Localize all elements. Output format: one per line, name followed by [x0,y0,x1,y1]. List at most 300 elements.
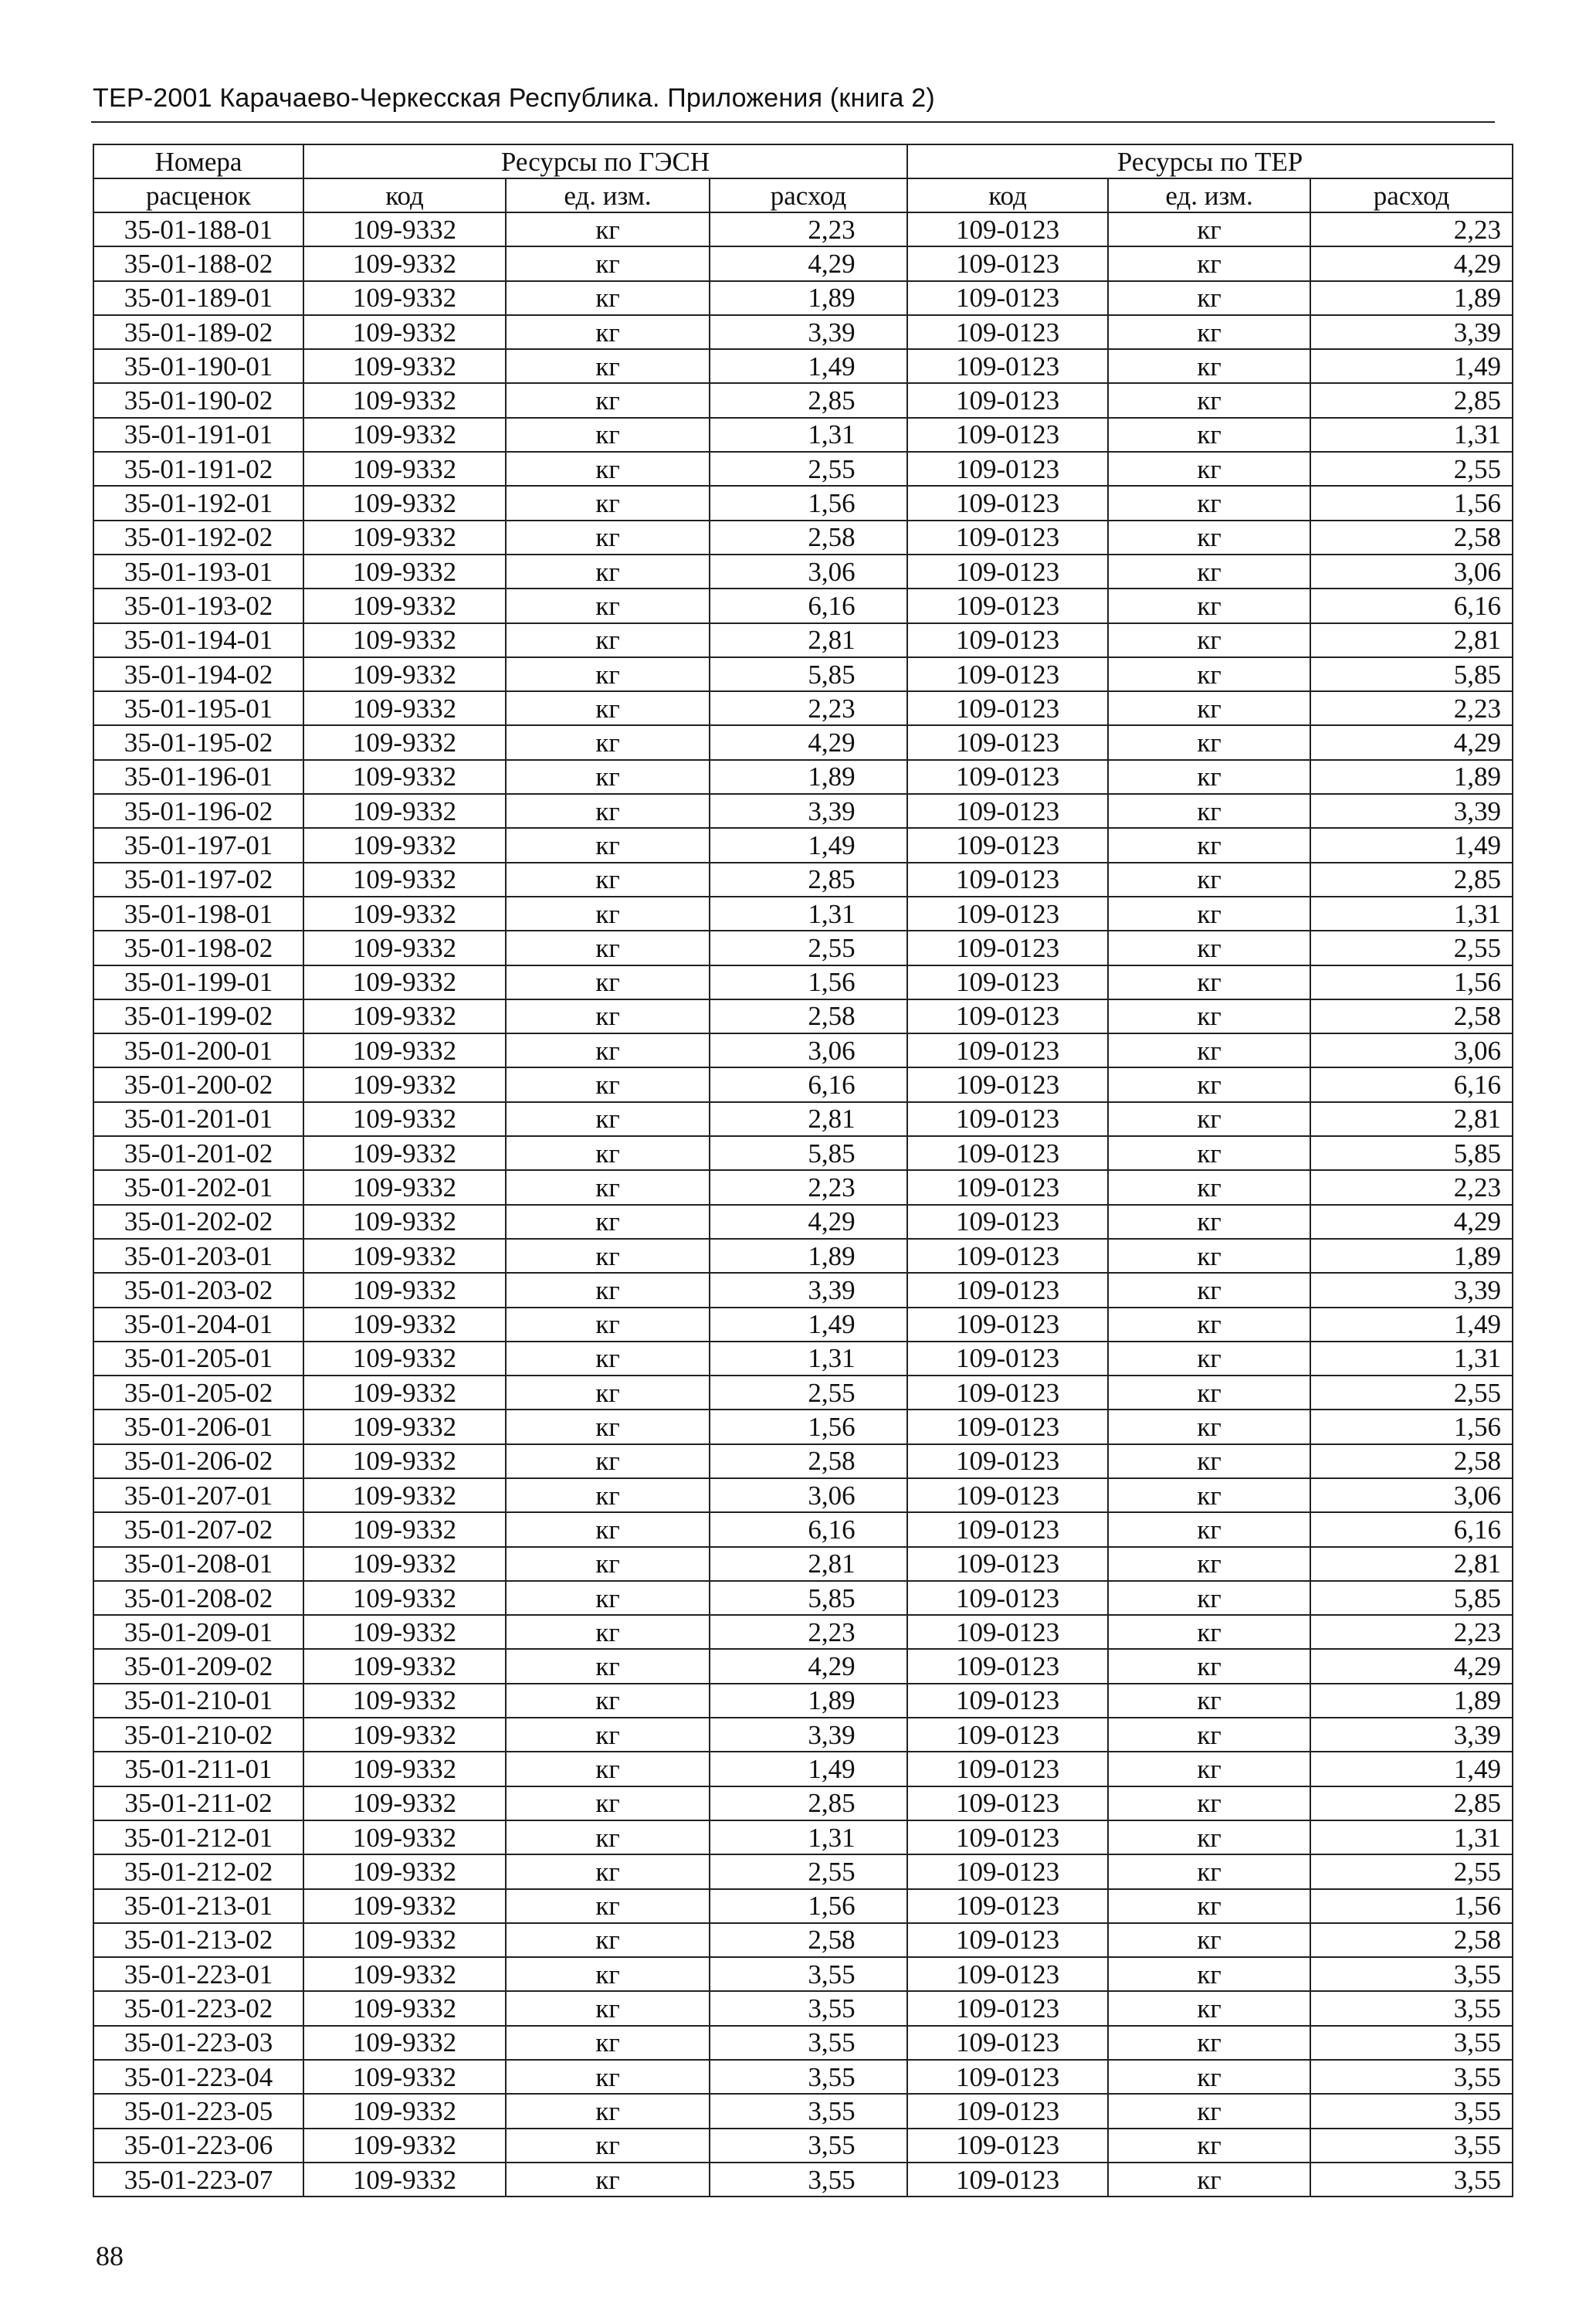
cell-gesn-unit: кг [506,1239,710,1273]
cell-ter-unit: кг [1108,657,1310,691]
cell-rate-number: 35-01-201-02 [93,1136,303,1170]
cell-ter-code: 109-0123 [907,1205,1108,1239]
table-row [93,965,1513,999]
cell-gesn-amount: 6,16 [710,589,907,623]
cell-rate-number: 35-01-223-07 [93,2163,303,2197]
cell-ter-code: 109-0123 [907,589,1108,623]
cell-rate-number: 35-01-210-02 [93,1718,303,1752]
cell-rate-number: 35-01-189-01 [93,281,303,315]
table-row [93,1581,1513,1615]
cell-ter-amount: 6,16 [1310,1067,1513,1101]
cell-gesn-amount: 2,55 [710,931,907,965]
cell-gesn-unit: кг [506,1342,710,1376]
cell-ter-unit: кг [1108,1170,1310,1204]
cell-gesn-code: 109-9332 [303,521,506,555]
cell-gesn-code: 109-9332 [303,1581,506,1615]
cell-ter-amount: 1,49 [1310,828,1513,862]
cell-gesn-code: 109-9332 [303,2129,506,2163]
table-row [93,1512,1513,1546]
cell-gesn-amount: 1,49 [710,349,907,383]
cell-ter-code: 109-0123 [907,657,1108,691]
cell-ter-code: 109-0123 [907,1376,1108,1410]
cell-rate-number: 35-01-188-02 [93,246,303,280]
table-row [93,589,1513,623]
cell-gesn-unit: кг [506,349,710,383]
cell-rate-number: 35-01-196-02 [93,794,303,828]
cell-gesn-amount: 2,58 [710,1444,907,1478]
cell-gesn-amount: 1,89 [710,1239,907,1273]
cell-gesn-unit: кг [506,1718,710,1752]
table-row [93,281,1513,315]
cell-ter-code: 109-0123 [907,1615,1108,1649]
table-row [93,828,1513,862]
cell-gesn-amount: 2,58 [710,1923,907,1957]
cell-gesn-code: 109-9332 [303,1991,506,2025]
cell-ter-amount: 1,56 [1310,486,1513,520]
cell-rate-number: 35-01-203-02 [93,1273,303,1307]
cell-gesn-amount: 2,81 [710,1547,907,1581]
table-body [93,212,1513,2197]
table-row [93,555,1513,589]
cell-ter-unit: кг [1108,349,1310,383]
cell-ter-amount: 2,58 [1310,1923,1513,1957]
cell-gesn-unit: кг [506,2026,710,2060]
table-row [93,1923,1513,1957]
cell-gesn-unit: кг [506,691,710,725]
cell-gesn-code: 109-9332 [303,1067,506,1101]
cell-rate-number: 35-01-210-01 [93,1684,303,1718]
cell-gesn-amount: 1,56 [710,1410,907,1443]
cell-ter-code: 109-0123 [907,521,1108,555]
cell-ter-amount: 3,06 [1310,555,1513,589]
cell-ter-amount: 5,85 [1310,657,1513,691]
cell-gesn-unit: кг [506,589,710,623]
cell-ter-unit: кг [1108,315,1310,349]
cell-ter-amount: 2,58 [1310,521,1513,555]
page-number: 88 [96,2241,124,2271]
cell-ter-code: 109-0123 [907,1786,1108,1820]
cell-ter-code: 109-0123 [907,349,1108,383]
cell-ter-amount: 3,55 [1310,1957,1513,1991]
cell-gesn-code: 109-9332 [303,2163,506,2197]
cell-ter-amount: 3,55 [1310,2163,1513,2197]
table-row [93,1067,1513,1101]
cell-ter-unit: кг [1108,555,1310,589]
cell-gesn-code: 109-9332 [303,1376,506,1410]
cell-ter-code: 109-0123 [907,1684,1108,1718]
cell-ter-code: 109-0123 [907,452,1108,486]
table-row [93,212,1513,246]
cell-ter-unit: кг [1108,1273,1310,1307]
table-row [93,1547,1513,1581]
table-row [93,1376,1513,1410]
cell-ter-unit: кг [1108,383,1310,417]
cell-gesn-unit: кг [506,1478,710,1512]
table-row [93,1444,1513,1478]
cell-gesn-unit: кг [506,1170,710,1204]
cell-gesn-code: 109-9332 [303,1923,506,1957]
cell-ter-amount: 2,85 [1310,1786,1513,1820]
cell-gesn-unit: кг [506,1136,710,1170]
cell-rate-number: 35-01-208-02 [93,1581,303,1615]
cell-ter-code: 109-0123 [907,281,1108,315]
cell-gesn-amount: 2,23 [710,212,907,246]
cell-ter-amount: 4,29 [1310,1205,1513,1239]
cell-gesn-unit: кг [506,418,710,452]
cell-rate-number: 35-01-207-01 [93,1478,303,1512]
cell-rate-number: 35-01-205-01 [93,1342,303,1376]
table-row [93,1752,1513,1786]
cell-gesn-code: 109-9332 [303,2060,506,2094]
cell-gesn-amount: 2,85 [710,383,907,417]
table-row [93,1718,1513,1752]
cell-gesn-amount: 2,55 [710,1376,907,1410]
cell-rate-number: 35-01-197-02 [93,863,303,897]
cell-gesn-amount: 6,16 [710,1512,907,1546]
table-row [93,623,1513,657]
cell-rate-number: 35-01-209-02 [93,1649,303,1683]
cell-ter-code: 109-0123 [907,2060,1108,2094]
cell-ter-amount: 3,39 [1310,1718,1513,1752]
table-row [93,794,1513,828]
cell-rate-number: 35-01-196-01 [93,760,303,794]
table-row [93,2094,1513,2128]
cell-ter-code: 109-0123 [907,486,1108,520]
cell-gesn-code: 109-9332 [303,1820,506,1854]
cell-rate-number: 35-01-190-01 [93,349,303,383]
cell-ter-unit: кг [1108,965,1310,999]
cell-ter-amount: 1,49 [1310,1308,1513,1342]
cell-gesn-code: 109-9332 [303,246,506,280]
cell-ter-amount: 3,55 [1310,2129,1513,2163]
cell-ter-unit: кг [1108,1239,1310,1273]
cell-ter-code: 109-0123 [907,1718,1108,1752]
cell-ter-code: 109-0123 [907,1273,1108,1307]
cell-gesn-amount: 3,39 [710,315,907,349]
cell-ter-unit: кг [1108,1684,1310,1718]
cell-gesn-code: 109-9332 [303,1444,506,1478]
cell-gesn-amount: 2,58 [710,521,907,555]
cell-gesn-unit: кг [506,1957,710,1991]
cell-ter-code: 109-0123 [907,1444,1108,1478]
cell-rate-number: 35-01-213-01 [93,1889,303,1923]
cell-gesn-unit: кг [506,1273,710,1307]
table-row [93,246,1513,280]
cell-ter-unit: кг [1108,1410,1310,1443]
cell-rate-number: 35-01-206-01 [93,1410,303,1443]
cell-gesn-amount: 2,81 [710,1102,907,1136]
table-row [93,2163,1513,2197]
cell-ter-amount: 6,16 [1310,1512,1513,1546]
header-rates-line1: Номера [154,146,242,177]
cell-ter-unit: кг [1108,486,1310,520]
cell-ter-unit: кг [1108,691,1310,725]
cell-gesn-code: 109-9332 [303,212,506,246]
cell-rate-number: 35-01-199-02 [93,999,303,1033]
cell-gesn-code: 109-9332 [303,1512,506,1546]
cell-gesn-amount: 1,31 [710,1820,907,1854]
cell-gesn-code: 109-9332 [303,1615,506,1649]
cell-gesn-amount: 6,16 [710,1067,907,1101]
table-row [93,2129,1513,2163]
cell-ter-amount: 1,56 [1310,1410,1513,1443]
cell-rate-number: 35-01-188-01 [93,212,303,246]
cell-ter-code: 109-0123 [907,1478,1108,1512]
cell-ter-unit: кг [1108,1581,1310,1615]
cell-gesn-amount: 2,85 [710,1786,907,1820]
table-row [93,1854,1513,1888]
cell-rate-number: 35-01-202-01 [93,1170,303,1204]
cell-gesn-unit: кг [506,623,710,657]
cell-ter-code: 109-0123 [907,246,1108,280]
cell-ter-amount: 2,81 [1310,1102,1513,1136]
cell-ter-unit: кг [1108,2026,1310,2060]
cell-rate-number: 35-01-194-01 [93,623,303,657]
cell-ter-code: 109-0123 [907,725,1108,759]
table-row [93,1820,1513,1854]
cell-rate-number: 35-01-209-01 [93,1615,303,1649]
table-row [93,863,1513,897]
cell-ter-unit: кг [1108,1342,1310,1376]
cell-ter-unit: кг [1108,2129,1310,2163]
cell-gesn-code: 109-9332 [303,1718,506,1752]
cell-ter-unit: кг [1108,1615,1310,1649]
cell-gesn-unit: кг [506,725,710,759]
cell-gesn-amount: 1,56 [710,965,907,999]
cell-ter-amount: 3,55 [1310,2026,1513,2060]
cell-ter-amount: 3,39 [1310,794,1513,828]
cell-gesn-code: 109-9332 [303,281,506,315]
cell-gesn-code: 109-9332 [303,1786,506,1820]
cell-gesn-code: 109-9332 [303,1273,506,1307]
cell-ter-unit: кг [1108,281,1310,315]
cell-ter-code: 109-0123 [907,212,1108,246]
table-row [93,691,1513,725]
cell-ter-amount: 2,85 [1310,863,1513,897]
cell-gesn-code: 109-9332 [303,691,506,725]
cell-gesn-unit: кг [506,1444,710,1478]
table-row [93,1478,1513,1512]
cell-ter-amount: 1,31 [1310,1820,1513,1854]
cell-gesn-code: 109-9332 [303,1889,506,1923]
cell-ter-amount: 2,85 [1310,383,1513,417]
cell-rate-number: 35-01-213-02 [93,1923,303,1957]
cell-gesn-amount: 2,85 [710,863,907,897]
cell-ter-code: 109-0123 [907,1136,1108,1170]
cell-ter-unit: кг [1108,863,1310,897]
cell-gesn-unit: кг [506,315,710,349]
cell-rate-number: 35-01-223-02 [93,1991,303,2025]
cell-ter-amount: 2,55 [1310,1854,1513,1888]
cell-ter-unit: кг [1108,1308,1310,1342]
cell-gesn-amount: 4,29 [710,725,907,759]
cell-gesn-unit: кг [506,2094,710,2128]
cell-ter-amount: 2,55 [1310,452,1513,486]
cell-gesn-unit: кг [506,897,710,931]
cell-ter-unit: кг [1108,1376,1310,1410]
cell-gesn-amount: 1,31 [710,897,907,931]
table-row [93,657,1513,691]
cell-ter-unit: кг [1108,418,1310,452]
cell-rate-number: 35-01-191-01 [93,418,303,452]
cell-ter-code: 109-0123 [907,1342,1108,1376]
table-row [93,725,1513,759]
cell-ter-amount: 1,89 [1310,1239,1513,1273]
cell-ter-code: 109-0123 [907,794,1108,828]
cell-gesn-code: 109-9332 [303,931,506,965]
cell-gesn-unit: кг [506,1376,710,1410]
cell-ter-amount: 3,39 [1310,315,1513,349]
cell-gesn-unit: кг [506,794,710,828]
cell-ter-code: 109-0123 [907,1923,1108,1957]
cell-gesn-amount: 1,49 [710,828,907,862]
cell-gesn-unit: кг [506,1205,710,1239]
cell-gesn-amount: 3,55 [710,2026,907,2060]
cell-ter-amount: 4,29 [1310,246,1513,280]
cell-rate-number: 35-01-199-01 [93,965,303,999]
cell-rate-number: 35-01-200-02 [93,1067,303,1101]
cell-ter-amount: 4,29 [1310,1649,1513,1683]
cell-rate-number: 35-01-195-01 [93,691,303,725]
cell-ter-amount: 2,55 [1310,931,1513,965]
cell-gesn-amount: 4,29 [710,246,907,280]
cell-gesn-code: 109-9332 [303,1478,506,1512]
cell-ter-unit: кг [1108,1444,1310,1478]
cell-gesn-code: 109-9332 [303,1342,506,1376]
cell-gesn-code: 109-9332 [303,794,506,828]
cell-ter-amount: 1,89 [1310,281,1513,315]
cell-rate-number: 35-01-223-05 [93,2094,303,2128]
cell-gesn-unit: кг [506,1649,710,1683]
cell-gesn-code: 109-9332 [303,863,506,897]
cell-gesn-code: 109-9332 [303,1205,506,1239]
cell-rate-number: 35-01-191-02 [93,452,303,486]
cell-ter-unit: кг [1108,897,1310,931]
cell-gesn-code: 109-9332 [303,828,506,862]
cell-ter-code: 109-0123 [907,1991,1108,2025]
cell-gesn-code: 109-9332 [303,486,506,520]
cell-gesn-unit: кг [506,1889,710,1923]
page-header-title: ТЕР-2001 Карачаево-Черкесская Республика. Приложения (книга 2) [93,83,935,113]
cell-gesn-amount: 3,06 [710,1478,907,1512]
cell-rate-number: 35-01-198-01 [93,897,303,931]
cell-rate-number: 35-01-211-01 [93,1752,303,1786]
cell-ter-code: 109-0123 [907,383,1108,417]
cell-gesn-amount: 2,55 [710,1854,907,1888]
cell-ter-code: 109-0123 [907,315,1108,349]
cell-ter-amount: 1,31 [1310,1342,1513,1376]
cell-ter-unit: кг [1108,623,1310,657]
cell-ter-code: 109-0123 [907,1854,1108,1888]
cell-ter-code: 109-0123 [907,897,1108,931]
cell-ter-amount: 2,81 [1310,623,1513,657]
cell-ter-amount: 1,31 [1310,418,1513,452]
cell-gesn-amount: 1,89 [710,281,907,315]
cell-gesn-unit: кг [506,760,710,794]
table-row [93,1786,1513,1820]
cell-gesn-code: 109-9332 [303,589,506,623]
cell-ter-amount: 3,55 [1310,1991,1513,2025]
table-row [93,349,1513,383]
header-rates-number [93,144,303,178]
table-row [93,760,1513,794]
cell-gesn-code: 109-9332 [303,2094,506,2128]
cell-gesn-amount: 3,55 [710,2163,907,2197]
cell-ter-amount: 1,49 [1310,349,1513,383]
cell-gesn-code: 109-9332 [303,965,506,999]
cell-rate-number: 35-01-190-02 [93,383,303,417]
cell-gesn-amount: 2,23 [710,691,907,725]
cell-rate-number: 35-01-192-02 [93,521,303,555]
cell-gesn-unit: кг [506,931,710,965]
cell-gesn-unit: кг [506,281,710,315]
cell-gesn-unit: кг [506,1512,710,1546]
cell-rate-number: 35-01-207-02 [93,1512,303,1546]
cell-gesn-amount: 3,55 [710,2060,907,2094]
cell-gesn-code: 109-9332 [303,725,506,759]
cell-gesn-unit: кг [506,383,710,417]
cell-gesn-amount: 5,85 [710,1136,907,1170]
cell-ter-unit: кг [1108,452,1310,486]
cell-rate-number: 35-01-204-01 [93,1308,303,1342]
cell-gesn-code: 109-9332 [303,315,506,349]
cell-ter-code: 109-0123 [907,1957,1108,1991]
table-row [93,931,1513,965]
cell-ter-amount: 3,55 [1310,2094,1513,2128]
cell-gesn-unit: кг [506,2060,710,2094]
cell-ter-amount: 1,56 [1310,965,1513,999]
cell-ter-code: 109-0123 [907,2094,1108,2128]
cell-ter-unit: кг [1108,725,1310,759]
table-row [93,897,1513,931]
table-row [93,1957,1513,1991]
cell-rate-number: 35-01-200-01 [93,1033,303,1067]
cell-gesn-unit: кг [506,2163,710,2197]
cell-rate-number: 35-01-223-01 [93,1957,303,1991]
cell-gesn-amount: 1,49 [710,1308,907,1342]
cell-rate-number: 35-01-203-01 [93,1239,303,1273]
table-row [93,486,1513,520]
cell-gesn-unit: кг [506,452,710,486]
table-row [93,2060,1513,2094]
cell-gesn-amount: 4,29 [710,1649,907,1683]
cell-gesn-unit: кг [506,1410,710,1443]
cell-ter-amount: 1,89 [1310,760,1513,794]
cell-ter-code: 109-0123 [907,2163,1108,2197]
cell-gesn-amount: 3,55 [710,1991,907,2025]
cell-gesn-unit: кг [506,1308,710,1342]
cell-ter-code: 109-0123 [907,1581,1108,1615]
cell-gesn-unit: кг [506,1923,710,1957]
cell-rate-number: 35-01-212-02 [93,1854,303,1888]
cell-ter-code: 109-0123 [907,623,1108,657]
cell-gesn-code: 109-9332 [303,760,506,794]
cell-gesn-unit: кг [506,965,710,999]
cell-ter-amount: 3,06 [1310,1033,1513,1067]
cell-gesn-amount: 3,55 [710,2094,907,2128]
cell-gesn-amount: 3,55 [710,2129,907,2163]
cell-rate-number: 35-01-211-02 [93,1786,303,1820]
cell-ter-code: 109-0123 [907,863,1108,897]
cell-gesn-unit: кг [506,1102,710,1136]
cell-gesn-unit: кг [506,1786,710,1820]
cell-ter-amount: 2,55 [1310,1376,1513,1410]
cell-gesn-amount: 1,49 [710,1752,907,1786]
cell-ter-code: 109-0123 [907,1410,1108,1443]
table-row [93,383,1513,417]
resources-table [93,144,1513,2197]
cell-ter-code: 109-0123 [907,1512,1108,1546]
